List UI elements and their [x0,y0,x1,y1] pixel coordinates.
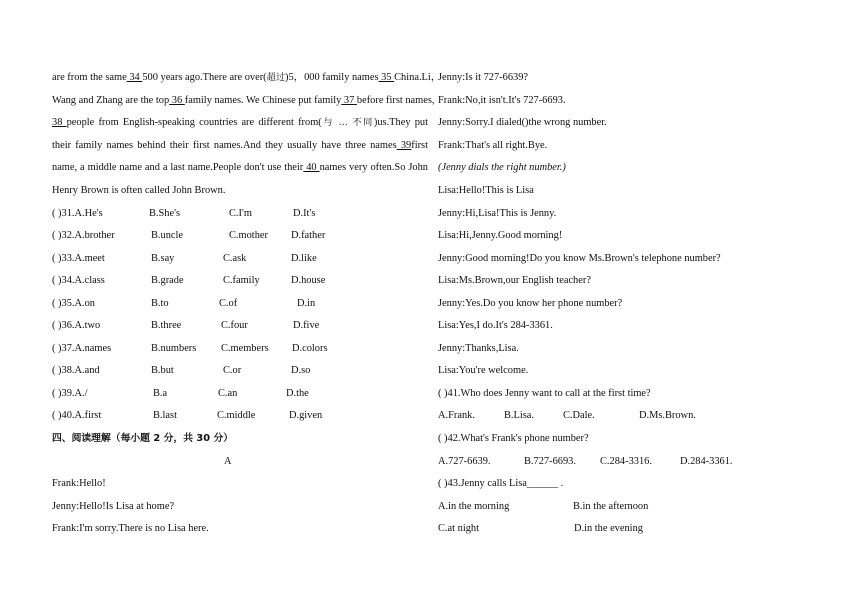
option-c: C.ask [223,253,247,264]
option-d: D.five [293,320,320,331]
option-d: D.father [291,230,326,241]
option-d: D.284-3361. [680,456,733,467]
blank-37: 37 [341,95,357,106]
question-43-options-row-2 [438,522,643,535]
option-b: B.grade [151,275,184,286]
question-stem: ( )39.A./ [52,388,88,399]
passage-line-2 [52,94,435,107]
question-38 [52,364,310,377]
dialogue-line: Lisa:You're welcome. [438,365,529,376]
passage-text: )5，000 family names [285,72,379,83]
passage-text: name, a middle name and a last name.People don't use their [52,162,304,173]
dialogue-line: Jenny:Sorry.I dialed()the wrong number. [438,117,607,128]
question-stem: ( )34.A.class [52,275,105,286]
passage-line-4 [52,139,428,152]
chinese-gloss: 超过 [266,72,286,83]
question-stem: ( )32.A.brother [52,230,115,241]
question-42-options [438,455,733,468]
passage-text: are from the same [52,72,127,83]
option-d: D.so [291,365,311,376]
option-b: B.three [151,320,182,331]
dialogue-line: Jenny:Thanks,Lisa. [438,343,519,354]
option-d: D.given [289,410,323,421]
option-a: A.727-6639. [438,456,491,467]
question-stem: ( )40.A.first [52,410,102,421]
question-41-options [438,409,696,422]
dialogue-line: Frank:That's all right.Bye. [438,140,548,151]
dialogue-line: Lisa:Yes,I do.It's 284-3361. [438,320,553,331]
option-b: B.to [151,298,169,309]
question-37 [52,342,328,355]
question-43-options-row-1 [438,500,648,513]
passage-text: China.Li， [394,72,442,83]
option-d: D.house [291,275,326,286]
blank-39: 39 [396,140,412,151]
dialogue-line: Lisa:Hi,Jenny.Good morning! [438,230,563,241]
dialogue-line: Frank:Hello! [52,478,106,489]
question-40 [52,409,322,422]
question-stem: ( )33.A.meet [52,253,105,264]
blank-36: 36 [169,95,185,106]
blank-34: 34 [126,72,143,83]
passage-text: first [411,140,428,151]
question-33 [52,252,317,265]
question-39 [52,387,309,400]
option-c: C.Dale. [563,410,595,421]
chinese-gloss: 与 … 不同 [321,117,374,128]
passage-text: names very often.So John [319,162,428,173]
dialogue-line: Frank:I'm sorry.There is no Lisa here. [52,523,209,534]
option-b: B.numbers [151,343,197,354]
option-d: D.the [286,388,309,399]
question-34 [52,274,325,287]
passage-text: before first names, [356,95,435,106]
option-c: C.four [221,320,248,331]
option-d: D.in [297,298,316,309]
question-43: ( )43.Jenny calls Lisa______ . [438,478,564,489]
option-a: A.in the morning [438,501,510,512]
passage-text: )us.They put [373,117,428,128]
option-c: C.members [221,343,269,354]
section-heading: 四、阅读理解（每小题 2 分，共 30 分） [52,433,234,444]
option-b: B.in the afternoon [573,501,649,512]
option-c: C.at night [438,523,479,534]
option-c: C.mother [229,230,268,241]
option-b: B.last [153,410,177,421]
dialogue-line: Jenny:Yes.Do you know her phone number? [438,298,623,309]
question-stem: ( )37.A.names [52,343,112,354]
blank-38: 38 [52,117,67,128]
option-c: C.family [223,275,260,286]
passage-text: their family names behind their first names.And they usually have three names [52,140,397,151]
option-b: B.Lisa. [504,410,535,421]
stage-direction: (Jenny dials the right number.) [438,162,566,173]
question-stem: ( )36.A.two [52,320,101,331]
dialogue-line: Lisa:Hello!This is Lisa [438,185,534,196]
question-stem: ( )31.A.He's [52,208,103,219]
option-c: C.284-3316. [600,456,652,467]
blank-35: 35 [378,72,395,83]
passage-text: people from English-speaking countries are different from( [66,117,322,128]
option-b: B.She's [149,208,181,219]
passage-text: family names. We Chinese put family [184,95,342,106]
dialogue-line: Frank:No,it isn't.It's 727-6693. [438,95,566,106]
option-b: B.say [151,253,175,264]
question-42: ( )42.What's Frank's phone number? [438,433,589,444]
option-a: A.Frank. [438,410,475,421]
question-36 [52,319,319,332]
option-d: D.Ms.Brown. [639,410,696,421]
blank-40: 40 [303,162,320,173]
question-stem: ( )38.A.and [52,365,100,376]
dialogue-line: Jenny:Good morning!Do you know Ms.Brown's telephone number? [438,253,721,264]
dialogue-line: Lisa:Ms.Brown,our English teacher? [438,275,591,286]
option-d: D.in the evening [574,523,643,534]
passage-line-5 [52,161,428,174]
option-d: D.It's [293,208,316,219]
option-c: C.or [223,365,242,376]
option-b: B.727-6693. [524,456,576,467]
dialogue-line: Jenny:Hello!Is Lisa at home? [52,501,175,512]
passage-line-3 [52,116,428,129]
option-b: B.but [151,365,174,376]
passage-text: Wang and Zhang are the top [52,95,170,106]
option-c: C.I'm [229,208,252,219]
option-d: D.colors [292,343,328,354]
question-31 [52,207,315,220]
option-b: B.uncle [151,230,184,241]
option-b: B.a [153,388,168,399]
question-41: ( )41.Who does Jenny want to call at the first time? [438,388,651,399]
option-c: C.of [219,298,238,309]
question-35 [52,297,315,310]
passage-line-6: Henry Brown is often called John Brown. [52,185,226,196]
option-c: C.middle [217,410,256,421]
question-32 [52,229,325,242]
passage-line-1 [52,71,441,84]
question-stem: ( )35.A.on [52,298,95,309]
dialogue-line: Jenny:Is it 727-6639? [438,72,529,83]
option-d: D.like [291,253,317,264]
passage-label: A [224,456,232,467]
option-c: C.an [218,388,238,399]
dialogue-line: Jenny:Hi,Lisa!This is Jenny. [438,208,557,219]
passage-text: 500 years ago.There are over( [142,72,267,83]
